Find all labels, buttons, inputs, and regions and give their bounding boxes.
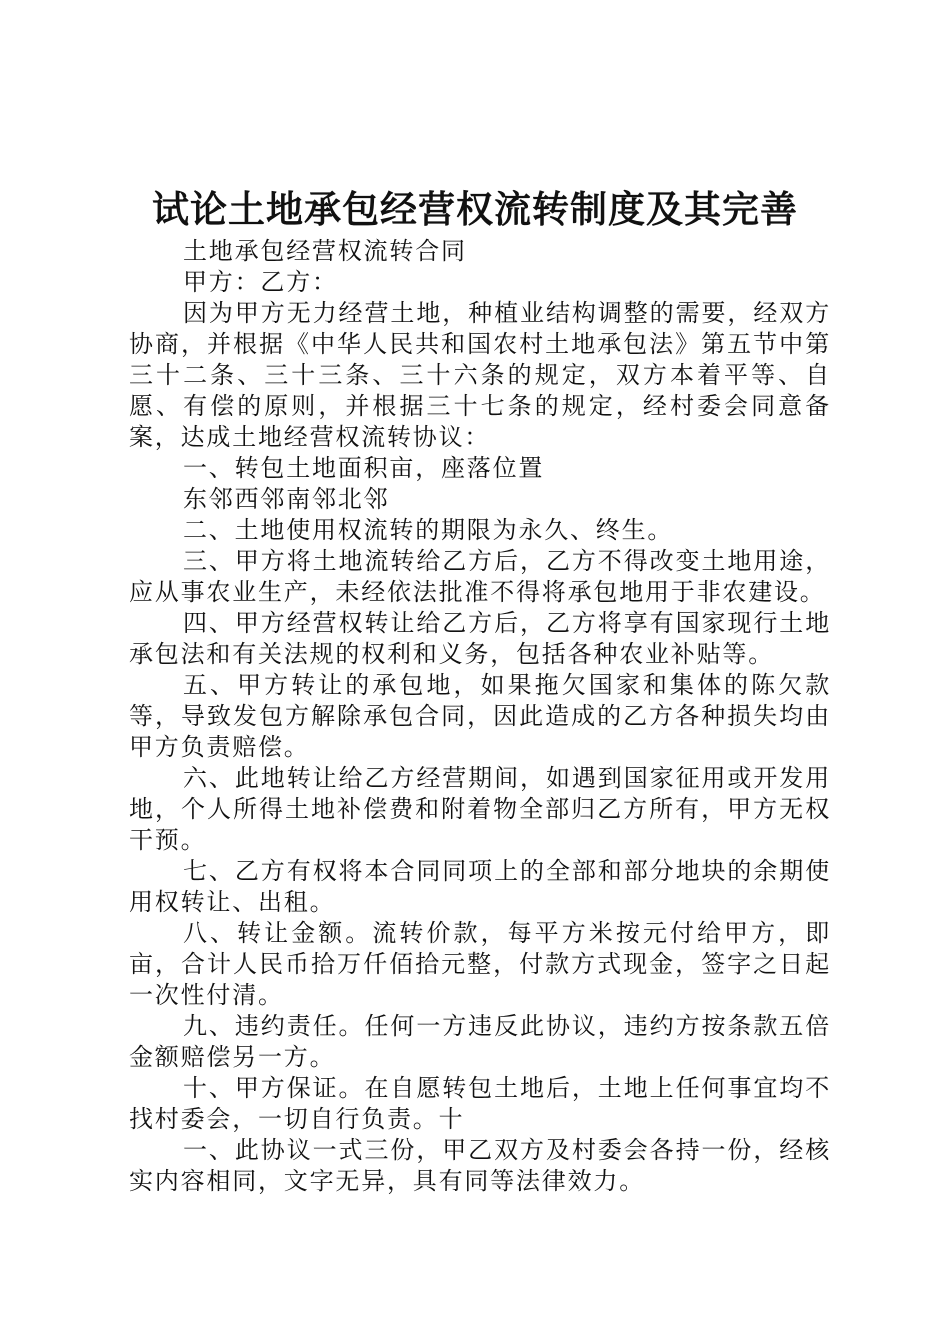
paragraph-parties: 甲方：乙方： xyxy=(183,268,338,296)
paragraph-clause-6: 六、此地转让给乙方经营期间，如遇到国家征用或开发用地，个人所得土地补偿费和附着物全部归乙方所有，甲方无权干预。 xyxy=(129,764,831,854)
paragraph-clause-9: 九、违约责任。任何一方违反此协议，违约方按条款五倍金额赔偿另一方。 xyxy=(129,1012,831,1071)
paragraph-clause-2: 二、土地使用权流转的期限为永久、终生。 xyxy=(183,516,674,544)
paragraph-clause-8: 八、转让金额。流转价款，每平方米按元付给甲方，即亩，合计人民币拾万仟佰拾元整，付款方式现金，签字之日起一次性付清。 xyxy=(129,919,831,1009)
paragraph-clause-5: 五、甲方转让的承包地，如果拖欠国家和集体的陈欠款等，导致发包方解除承包合同，因此造成的乙方各种损失均由甲方负责赔偿。 xyxy=(129,671,831,761)
document-body xyxy=(129,236,831,1197)
paragraph-clause-7: 七、乙方有权将本合同同项上的全部和部分地块的余期使用权转让、出租。 xyxy=(129,857,831,916)
paragraph-clause-11: 一、此协议一式三份，甲乙双方及村委会各持一份，经核实内容相同，文字无异，具有同等法律效力。 xyxy=(129,1136,831,1195)
paragraph-clause-1: 一、转包土地面积亩，座落位置 xyxy=(183,454,545,482)
paragraph-clause-4: 四、甲方经营权转让给乙方后，乙方将享有国家现行土地承包法和有关法规的权利和义务，包括各种农业补贴等。 xyxy=(129,609,831,668)
paragraph-boundaries: 东邻西邻南邻北邻 xyxy=(183,485,390,513)
document-title: 试论土地承包经营权流转制度及其完善 xyxy=(152,187,798,231)
paragraph-contract-heading: 土地承包经营权流转合同 xyxy=(183,237,467,265)
paragraph-clause-3: 三、甲方将土地流转给乙方后，乙方不得改变土地用途，应从事农业生产，未经依法批准不得将承包地用于非农建设。 xyxy=(129,547,831,606)
paragraph-preamble: 因为甲方无力经营土地，种植业结构调整的需要，经双方协商，并根据《中华人民共和国农村土地承包法》第五节中第三十二条、三十三条、三十六条的规定，双方本着平等、自愿、有偿的原则，并根据三十七条的规定，经村委会同意备案，达成土地经营权流转协议： xyxy=(129,299,831,451)
paragraph-clause-10: 十、甲方保证。在自愿转包土地后，土地上任何事宜均不找村委会，一切自行负责。十 xyxy=(129,1074,831,1133)
